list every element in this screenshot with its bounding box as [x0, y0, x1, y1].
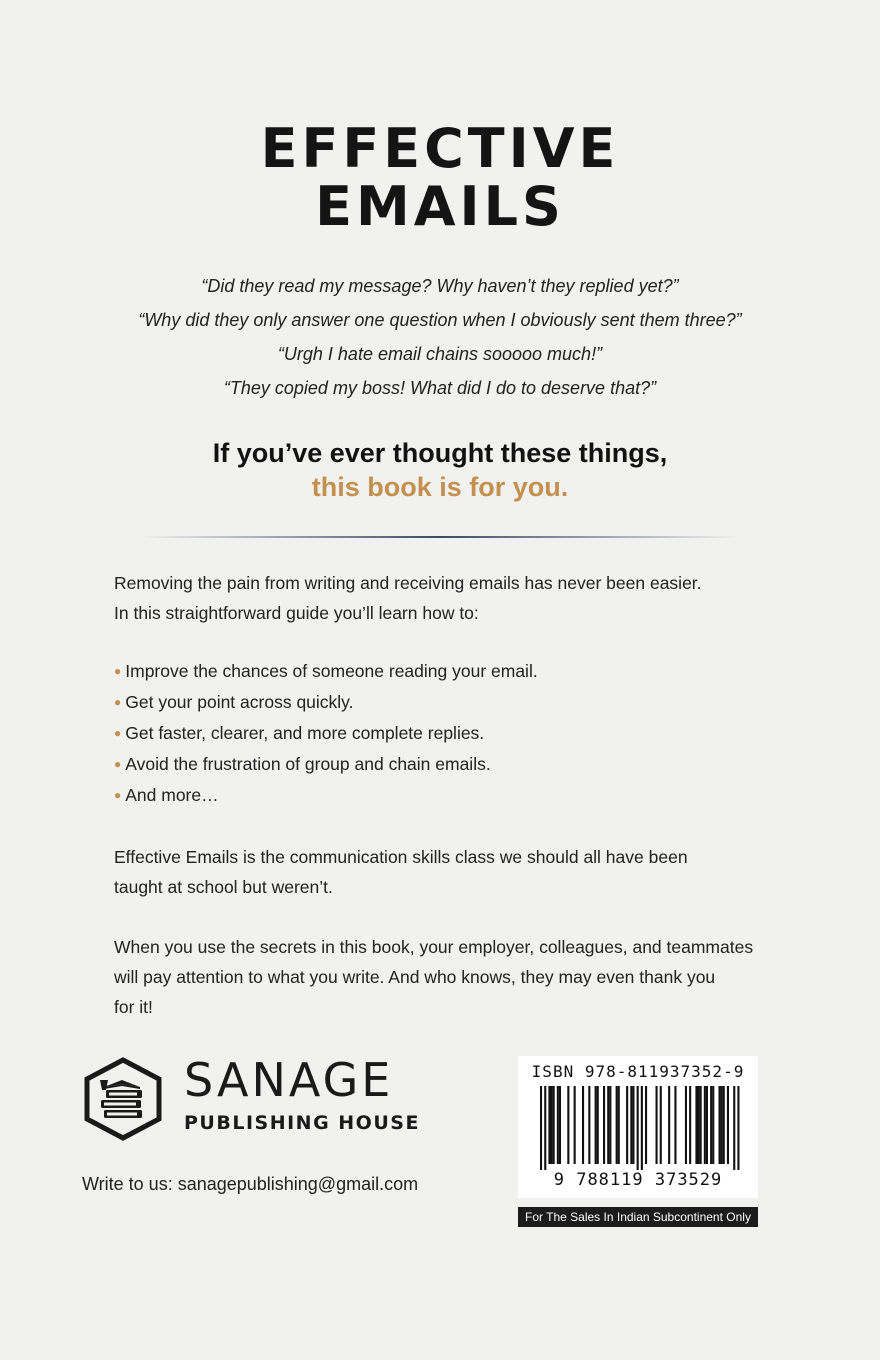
bullet-dot-icon: ●	[114, 726, 122, 740]
barcode-bar	[632, 1086, 634, 1164]
isbn-label: ISBN 978-811937352-9	[531, 1062, 745, 1081]
barcode-bar	[645, 1086, 647, 1164]
barcode-bar	[727, 1086, 729, 1164]
barcode-bar	[737, 1086, 739, 1170]
bullet-dot-icon: ●	[114, 788, 122, 802]
skills-paragraph	[114, 842, 774, 902]
barcode-bar	[567, 1086, 569, 1164]
contact-email: Write to us: sanagepublishing@gmail.com	[82, 1174, 419, 1194]
barcode-bar	[674, 1086, 676, 1164]
barcode-bars	[532, 1086, 744, 1170]
barcode-bar	[540, 1086, 542, 1170]
barcode-bar	[618, 1086, 620, 1164]
list-item: ● Improve the chances of someone reading your email.	[114, 661, 538, 681]
intro-line-1: Removing the pain from writing and receiving emails has never been easier.	[114, 573, 702, 593]
barcode-bar	[559, 1086, 561, 1164]
publisher-brand: SANAGE	[184, 1053, 394, 1107]
barcode-bar	[641, 1086, 643, 1170]
publisher-subtitle: PUBLISHING HOUSE	[184, 1112, 420, 1134]
barcode-bar	[595, 1086, 597, 1164]
list-item: ● And more…	[114, 785, 219, 805]
barcode-bar	[607, 1086, 609, 1164]
sales-region-note: For The Sales In Indian Subcontinent Only	[518, 1207, 758, 1227]
barcode-bar	[698, 1086, 700, 1164]
barcode-bar	[721, 1086, 723, 1164]
quote-3: “Urgh I hate email chains sooooo much!”	[277, 344, 603, 364]
barcode-bar	[551, 1086, 553, 1164]
barcode-bar	[685, 1086, 687, 1164]
bullet-dot-icon: ●	[114, 664, 122, 678]
hook-line-1: If you’ve ever thought these things,	[212, 438, 668, 468]
barcode-bar	[544, 1086, 546, 1170]
barcode-bar	[588, 1086, 590, 1164]
quote-4: “They copied my boss! What did I do to deserve that?”	[223, 378, 657, 398]
paragraph-line: When you use the secrets in this book, your employer, colleagues, and teammates	[114, 937, 754, 957]
barcode-bar	[723, 1086, 725, 1164]
barcode-bar	[597, 1086, 599, 1164]
paragraph-line: Effective Emails is the communication skills class we should all have been	[114, 847, 688, 867]
books-hexagon-icon	[82, 1056, 164, 1142]
paragraph-line: will pay attention to what you write. And who knows, they may even thank you	[114, 967, 716, 987]
barcode-bar	[700, 1086, 702, 1164]
barcode-bar	[710, 1086, 712, 1164]
barcode-bar	[668, 1086, 670, 1164]
quote-2: “Why did they only answer one question when I obviously sent them three?”	[138, 310, 742, 330]
barcode-bar	[689, 1086, 691, 1164]
barcode-digits: 9 788119 373529	[553, 1170, 723, 1190]
paragraph-line: taught at school but weren’t.	[114, 877, 333, 897]
book-title	[0, 117, 880, 238]
benefit-list	[114, 656, 774, 811]
isbn-barcode	[518, 1056, 758, 1198]
publisher-name	[184, 1054, 420, 1134]
barcode-bar	[706, 1086, 708, 1164]
secrets-paragraph	[114, 932, 774, 1022]
intro-paragraph	[114, 568, 774, 628]
barcode-bar	[704, 1086, 706, 1164]
list-item: ● Avoid the frustration of group and chain emails.	[114, 754, 491, 774]
hook-heading	[0, 436, 880, 504]
barcode-bar	[626, 1086, 628, 1164]
quote-1: “Did they read my message? Why haven’t they replied yet?”	[201, 276, 679, 296]
barcode-bar	[609, 1086, 611, 1164]
barcode-bar	[582, 1086, 584, 1164]
barcode-bar	[557, 1086, 559, 1164]
reader-quotes	[0, 272, 880, 408]
barcode-bar	[603, 1086, 605, 1164]
bullet-dot-icon: ●	[114, 757, 122, 771]
title-line-1: EFFECTIVE	[260, 117, 620, 180]
barcode-bar	[574, 1086, 576, 1164]
list-item: ● Get faster, clearer, and more complete replies.	[114, 723, 485, 743]
bullet-dot-icon: ●	[114, 695, 122, 709]
barcode-bar	[548, 1086, 550, 1164]
barcode-bar	[630, 1086, 632, 1164]
hook-line-2: this book is for you.	[311, 472, 569, 502]
barcode-bar	[695, 1086, 697, 1164]
title-line-2: EMAILS	[315, 175, 565, 238]
barcode-bar	[660, 1086, 662, 1164]
barcode-bar	[616, 1086, 618, 1164]
barcode-bar	[656, 1086, 658, 1164]
barcode-bar	[719, 1086, 721, 1164]
paragraph-line: for it!	[114, 997, 153, 1017]
barcode-bar	[553, 1086, 555, 1164]
barcode-bar	[733, 1086, 735, 1170]
barcode-bar	[712, 1086, 714, 1164]
barcode-bar	[637, 1086, 639, 1170]
intro-line-2: In this straightforward guide you’ll learn how to:	[114, 603, 479, 623]
section-divider	[140, 536, 740, 538]
list-item: ● Get your point across quickly.	[114, 692, 354, 712]
